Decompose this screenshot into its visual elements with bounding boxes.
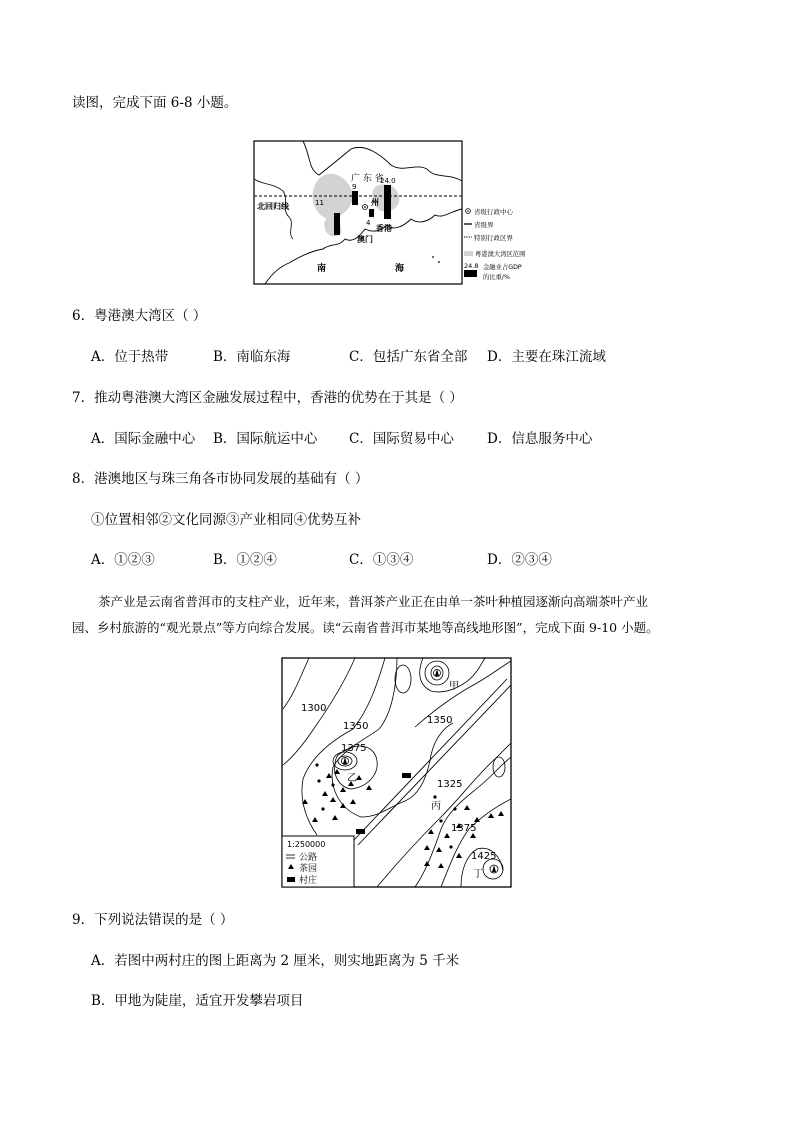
- legend-bay-area: 粤港澳大湾区范围: [475, 251, 526, 258]
- q6-option-c[interactable]: C．包括广东省全部: [349, 349, 468, 365]
- intro-text-2-line1: 茶产业是云南省普洱市的支柱产业，近年来，普洱茶产业正在由单一茶叶种植园逐渐向高端茶叶产业: [98, 594, 649, 609]
- village-icon: [356, 829, 365, 834]
- legend-gdp-value: 24.8: [464, 262, 479, 270]
- label-val-9: 9: [352, 183, 357, 191]
- contour-label: 1350: [427, 715, 453, 726]
- label-nan: 南: [317, 264, 327, 274]
- gdp-bar: [334, 213, 340, 235]
- contour-label: 1300: [301, 703, 327, 714]
- intro-text-1: 读图，完成下面 6-8 小题。: [72, 95, 238, 111]
- place-label-jia: 甲: [449, 681, 459, 692]
- label-guangdong: 广 东 省: [351, 174, 384, 184]
- q9-stem: 9．下列说法错误的是（ ）: [72, 912, 234, 928]
- village-icon: [402, 773, 411, 778]
- q7-stem: 7．推动粤港澳大湾区金融发展过程中，香港的优势在于其是（ ）: [72, 390, 463, 406]
- bay-area-map-svg: [253, 139, 543, 287]
- q6-option-b[interactable]: B．南临东海: [213, 349, 291, 365]
- q7-option-a[interactable]: A．国际金融中心: [91, 431, 196, 447]
- gdp-bar: [352, 191, 358, 205]
- q6-option-a[interactable]: A．位于热带: [91, 349, 169, 365]
- legend-provincial-border: 省级界: [474, 221, 494, 229]
- legend-village-icon: [287, 877, 295, 882]
- contour-label: 1350: [343, 721, 369, 732]
- q9-option-b[interactable]: B．甲地为陡崖，适宜开发攀岩项目: [91, 993, 304, 1009]
- label-hai: 海: [395, 264, 405, 274]
- intro-text-2-line2: 园、乡村旅游的“观光景点”等方向综合发展。读“云南省普洱市某地等高线地形图”，完成下面 9-10 小题。: [72, 620, 659, 635]
- contour-label: 1325: [437, 779, 463, 790]
- legend-gdp-line1: 金融业占GDP: [483, 264, 522, 271]
- legend-village: 村庄: [299, 876, 318, 886]
- contour-map-svg: [281, 657, 512, 888]
- q6-stem: 6．粤港澳大湾区（ ）: [72, 308, 207, 324]
- peak-icon: [342, 757, 349, 765]
- q9-option-a[interactable]: A．若图中两村庄的图上距离为 2 厘米，则实地距离为 5 千米: [91, 953, 460, 969]
- label-macau: 澳门: [357, 235, 373, 244]
- legend-capital: 省级行政中心: [474, 208, 513, 216]
- gdp-bar: [369, 209, 374, 217]
- peak-icon: [490, 865, 498, 873]
- legend-gdp-icon: [464, 270, 477, 277]
- q8-option-d[interactable]: D．②③④: [487, 552, 552, 568]
- label-val-11: 11: [315, 199, 324, 207]
- q8-conditions: ①位置相邻②文化同源③产业相同④优势互补: [91, 512, 361, 528]
- place-label-bing: 丙: [431, 801, 441, 812]
- q8-option-c[interactable]: C．①③④: [349, 552, 414, 568]
- q7-option-b[interactable]: B．国际航运中心: [213, 431, 318, 447]
- legend-road: 公路: [299, 853, 318, 863]
- label-val-24: 24.0: [380, 177, 396, 185]
- legend-tea: 茶园: [299, 864, 318, 874]
- bay-area-map: [253, 139, 543, 287]
- contour-map: [281, 657, 512, 888]
- contour-label: 1425: [471, 851, 497, 862]
- legend-bay-icon: [464, 251, 473, 256]
- gdp-bar: [384, 185, 391, 219]
- place-label-yi: 乙: [347, 773, 357, 784]
- label-val-4: 4: [366, 219, 371, 227]
- contour-label: 1375: [451, 823, 477, 834]
- label-tropic: 北回归线: [257, 202, 289, 211]
- legend-scale: 1:250000: [287, 840, 326, 849]
- label-hongkong: 香港: [376, 224, 392, 233]
- peak-icon: [434, 669, 441, 677]
- q7-option-c[interactable]: C．国际贸易中心: [349, 431, 454, 447]
- contour-label: 1375: [341, 743, 367, 754]
- label-zhou: 州: [371, 198, 379, 207]
- q8-option-b[interactable]: B．①②④: [213, 552, 277, 568]
- q8-option-a[interactable]: A．①②③: [91, 552, 155, 568]
- q7-option-d[interactable]: D．信息服务中心: [487, 431, 593, 447]
- q8-stem: 8．港澳地区与珠三角各市协同发展的基础有（ ）: [72, 471, 369, 487]
- place-label-ding: 丁: [473, 869, 483, 880]
- q6-option-d[interactable]: D．主要在珠江流域: [487, 349, 606, 365]
- legend-gdp-line2: 的比重/%: [483, 274, 510, 281]
- legend-sar-border: 特别行政区界: [474, 234, 513, 242]
